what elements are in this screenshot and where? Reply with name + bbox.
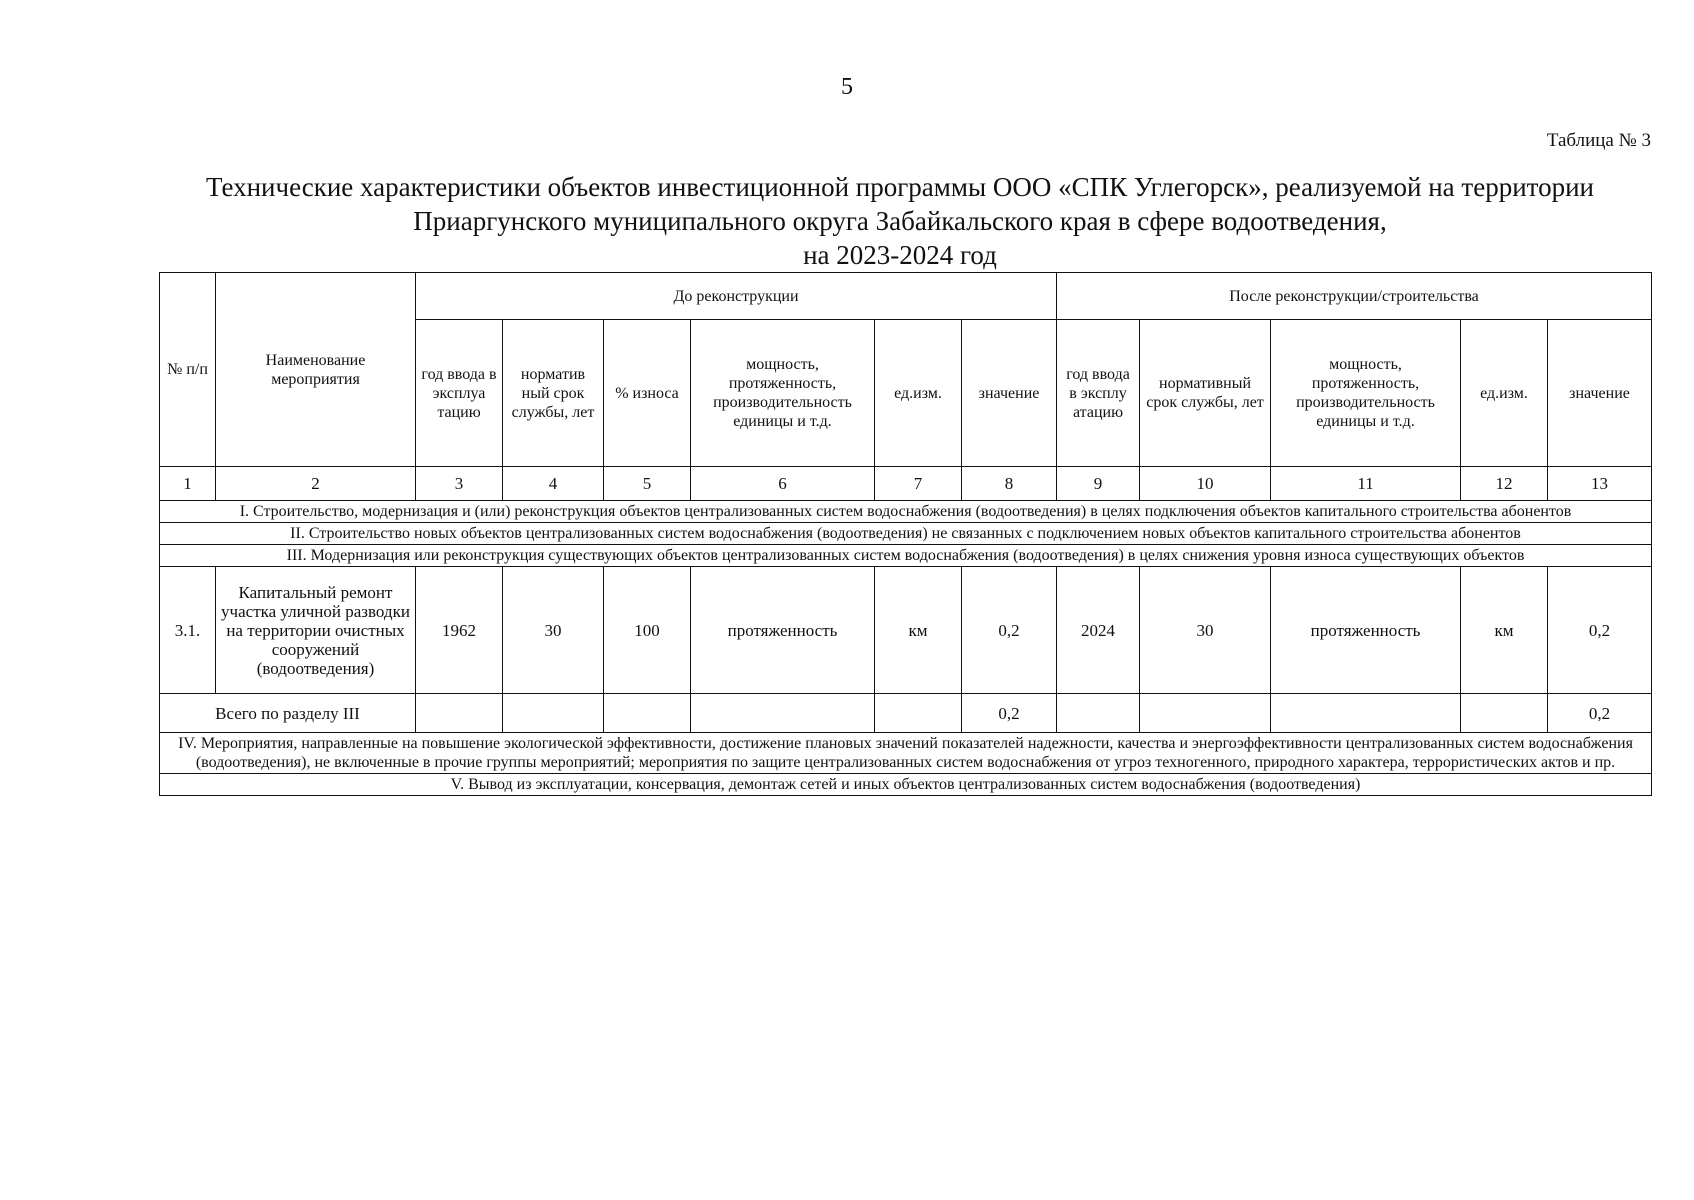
total-value-after: 0,2 (1548, 694, 1652, 733)
section-5-text: V. Вывод из эксплуатации, консервация, демонтаж сетей и иных объектов централизованных систем водоснабжения (водоотведения) (160, 774, 1652, 796)
header-no: № п/п (160, 273, 216, 467)
total-empty-cell (1057, 694, 1140, 733)
total-empty-cell (416, 694, 503, 733)
header-year-before: год ввода в эксплуа тацию (416, 320, 503, 467)
row-param-after: протяженность (1271, 567, 1461, 694)
row-year-after: 2024 (1057, 567, 1140, 694)
row-name: Капитальный ремонт участка уличной разводки на территории очистных сооружений (водоотведения) (216, 567, 416, 694)
header-unit-before: ед.изм. (875, 320, 962, 467)
column-number: 4 (503, 467, 604, 501)
section-1-row (160, 501, 1652, 523)
header-after: После реконструкции/строительства (1057, 273, 1652, 320)
total-empty-cell (691, 694, 875, 733)
column-number: 3 (416, 467, 503, 501)
header-param-after: мощность, протяженность, производительность единицы и т.д. (1271, 320, 1461, 467)
column-number: 9 (1057, 467, 1140, 501)
table-row (160, 567, 1652, 694)
total-value-before: 0,2 (962, 694, 1057, 733)
section-3-text: III. Модернизация или реконструкция существующих объектов централизованных систем водоснабжения (водоотведения) в целях снижения уровня износа существующих объектов (160, 545, 1652, 567)
column-number: 5 (604, 467, 691, 501)
title-line-3: на 2023-2024 год (803, 240, 997, 270)
header-life-before: норматив ный срок службы, лет (503, 320, 604, 467)
column-number: 6 (691, 467, 875, 501)
section-4-text: IV. Мероприятия, направленные на повышение экологической эффективности, достижение плановых значений показателей надежности, качества и энергоэффективности централизованных систем водоснабжения (водоотведения), не включенные в прочие группы мероприятий; мероприятия по защите централизованных систем водоснабжения от угроз техногенного, природного характера, террористических актов и пр. (160, 733, 1652, 774)
title-line-2: Приаргунского муниципального округа Забайкальского края в сфере водоотведения, (413, 206, 1387, 236)
column-numbers-row (160, 467, 1652, 501)
header-wear: % износа (604, 320, 691, 467)
row-param-before: протяженность (691, 567, 875, 694)
section-2-text: II. Строительство новых объектов централизованных систем водоснабжения (водоотведения) не связанных с подключением новых объектов капитального строительства абонентов (160, 523, 1652, 545)
title-line-1: Технические характеристики объектов инвестиционной программы ООО «СПК Углегорск», реализуемой на территории (206, 172, 1594, 202)
row-value-after: 0,2 (1548, 567, 1652, 694)
row-life-after: 30 (1140, 567, 1271, 694)
header-name: Наименование мероприятия (216, 273, 416, 467)
column-number: 12 (1461, 467, 1548, 501)
table-label: Таблица № 3 (1546, 130, 1651, 151)
row-life-before: 30 (503, 567, 604, 694)
header-value-before: значение (962, 320, 1057, 467)
column-number: 10 (1140, 467, 1271, 501)
total-empty-cell (604, 694, 691, 733)
total-label: Всего по разделу III (160, 694, 416, 733)
section-4-row (160, 733, 1652, 774)
total-empty-cell (503, 694, 604, 733)
row-year-before: 1962 (416, 567, 503, 694)
total-empty-cell (1140, 694, 1271, 733)
column-number: 1 (160, 467, 216, 501)
page-number: 5 (841, 74, 853, 100)
header-row-groups (160, 273, 1652, 320)
column-number: 2 (216, 467, 416, 501)
row-value-before: 0,2 (962, 567, 1057, 694)
section-2-row (160, 523, 1652, 545)
row-wear: 100 (604, 567, 691, 694)
characteristics-table (159, 272, 1652, 796)
column-number: 7 (875, 467, 962, 501)
column-number: 11 (1271, 467, 1461, 501)
header-before: До реконструкции (416, 273, 1057, 320)
column-number: 13 (1548, 467, 1652, 501)
total-empty-cell (875, 694, 962, 733)
row-unit-after: км (1461, 567, 1548, 694)
total-empty-cell (1271, 694, 1461, 733)
section-1-text: I. Строительство, модернизация и (или) реконструкция объектов централизованных систем водоснабжения (водоотведения) в целях подключения объектов капитального строительства абонентов (160, 501, 1652, 523)
header-unit-after: ед.изм. (1461, 320, 1548, 467)
header-year-after: год ввода в эксплу атацию (1057, 320, 1140, 467)
section-5-row (160, 774, 1652, 796)
total-row (160, 694, 1652, 733)
header-value-after: значение (1548, 320, 1652, 467)
total-empty-cell (1461, 694, 1548, 733)
column-number: 8 (962, 467, 1057, 501)
document-title (150, 170, 1650, 272)
section-3-row (160, 545, 1652, 567)
row-unit-before: км (875, 567, 962, 694)
header-life-after: нормативный срок службы, лет (1140, 320, 1271, 467)
row-no: 3.1. (160, 567, 216, 694)
header-param-before: мощность, протяженность, производительность единицы и т.д. (691, 320, 875, 467)
